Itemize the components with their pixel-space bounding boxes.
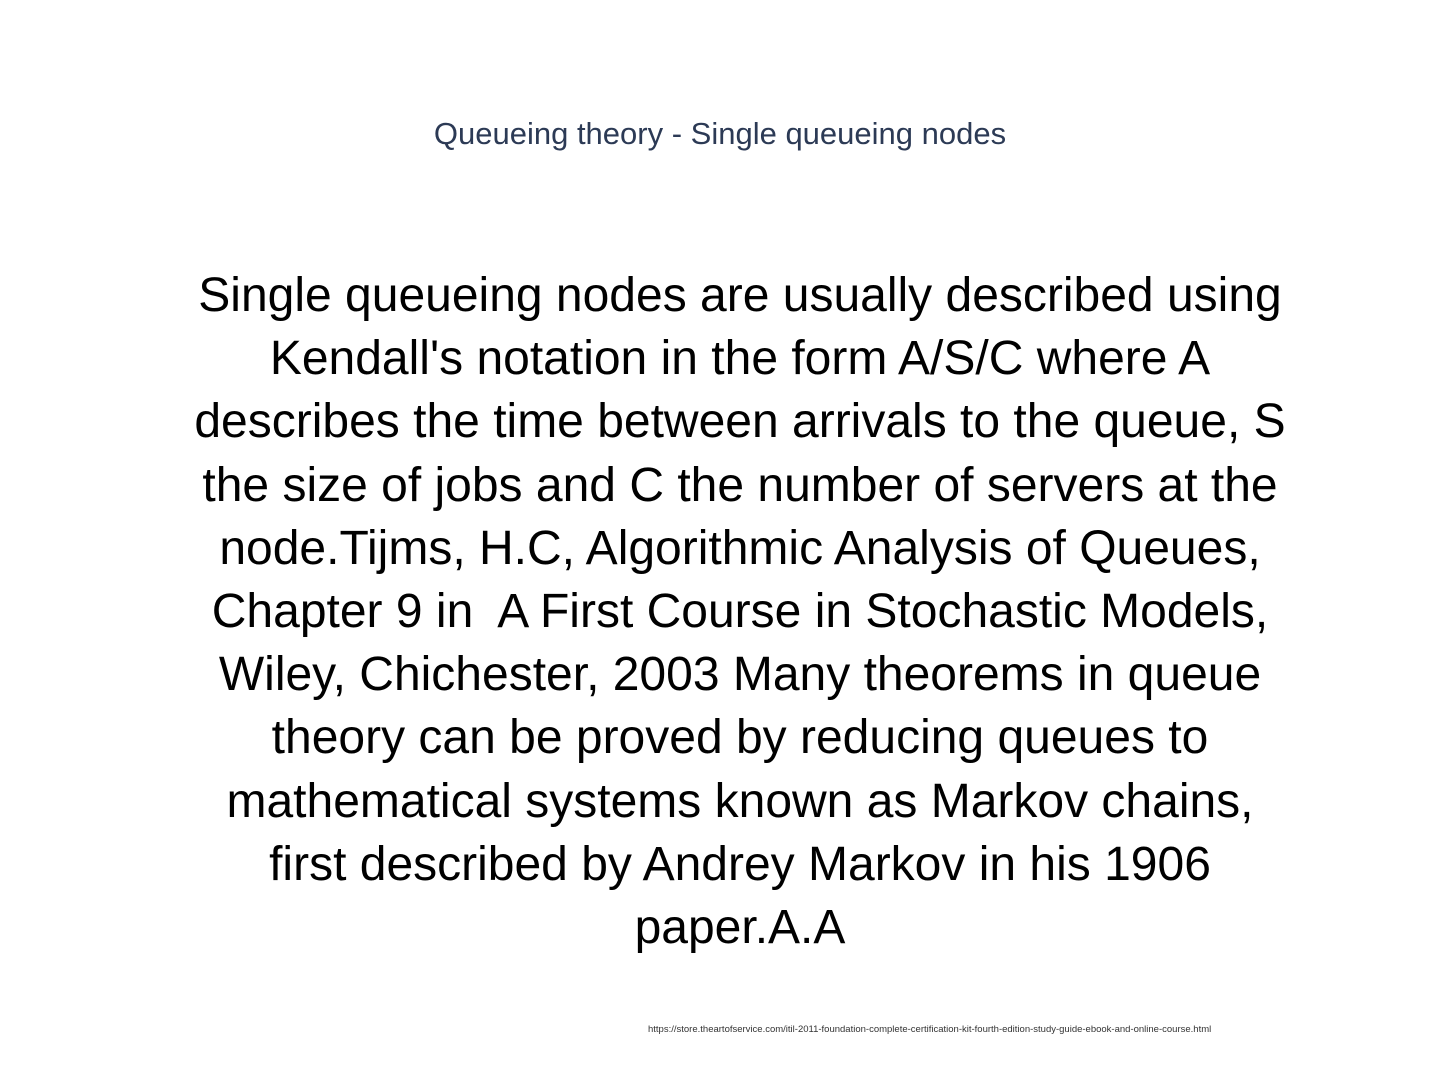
footer-source-url: https://store.theartofservice.com/itil-2011-foundation-complete-certification-kit-fourth-edition-study-guide-ebook-and-online-course.html xyxy=(648,1024,1212,1035)
body-line: Chapter 9 in A First Course in Stochastic Models, xyxy=(211,585,1269,639)
body-line: node.Tijms, H.C, Algorithmic Analysis of Queues, xyxy=(219,521,1261,575)
slide-body-text xyxy=(130,264,1350,959)
body-line: describes the time between arrivals to the queue, S xyxy=(194,395,1286,449)
body-line: first described by Andrey Markov in his 1906 xyxy=(269,837,1211,891)
body-line: Wiley, Chichester, 2003 Many theorems in queue xyxy=(218,648,1262,702)
body-line: paper.A.A xyxy=(634,901,846,955)
body-line: Single queueing nodes are usually described using xyxy=(198,269,1282,322)
slide-title: Queueing theory - Single queueing nodes xyxy=(433,116,1007,151)
body-line: theory can be proved by reducing queues to xyxy=(271,711,1209,765)
body-line: the size of jobs and C the number of servers at the xyxy=(202,458,1278,512)
body-line: Kendall's notation in the form A/S/C where A xyxy=(269,332,1211,386)
body-line: mathematical systems known as Markov chains, xyxy=(226,774,1254,828)
